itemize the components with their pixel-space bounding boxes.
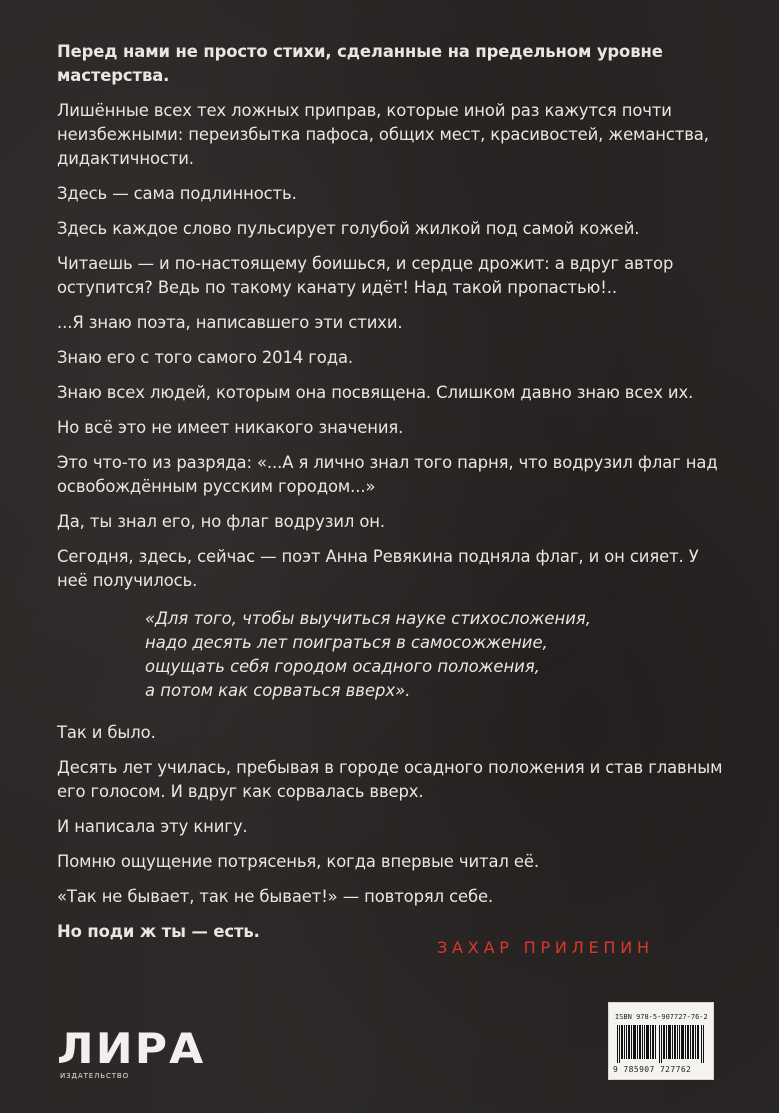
paragraph-17: «Так не бывает, так не бывает!» — повторял себе.: [57, 887, 494, 906]
paragraph-13: Так и было.: [57, 723, 156, 742]
quote-line-4: а потом как сорваться вверх».: [145, 681, 411, 700]
paragraph-15: И написала эту книгу.: [57, 817, 248, 836]
closing-paragraph: Но поди ж ты — есть.: [57, 922, 260, 941]
publisher-logo: [57, 1024, 206, 1086]
paragraph-7: Знаю его с того самого 2014 года.: [57, 348, 354, 367]
paragraph-14: Десять лет училась, пребывая в городе осадного положения и став главным его голосом. И вдруг как сорвалась вверх.: [57, 758, 723, 801]
quote-line-3: ощущать себя городом осадного положения,: [145, 657, 540, 676]
quote-line-2: надо десять лет поиграться в самосожжение,: [145, 633, 548, 652]
paragraph-2: Лишённые всех тех ложных приправ, которые иной раз кажутся почти неизбежными: переизбытка пафоса, общих мест, красивостей, жеманства, дидактичности.: [57, 101, 709, 168]
quote-line-1: «Для того, чтобы выучиться науке стихосложения,: [145, 609, 591, 628]
poem-quote: [145, 607, 725, 703]
lead-paragraph: Перед нами не просто стихи, сделанные на предельном уровне мастерства.: [57, 42, 663, 85]
publisher-subtitle: ИЗДАТЕЛЬСТВО: [60, 1072, 130, 1080]
paragraph-8: Знаю всех людей, которым она посвящена. Слишком давно знаю всех их.: [57, 383, 694, 402]
paragraph-16: Помню ощущение потрясенья, когда впервые читал её.: [57, 852, 539, 871]
paragraph-9: Но всё это не имеет никакого значения.: [57, 418, 404, 437]
isbn-text: ISBN 978-5-907727-76-2: [615, 1013, 708, 1021]
barcode-label: [608, 1002, 714, 1080]
paragraph-4: Здесь каждое слово пульсирует голубой жилкой под самой кожей.: [57, 219, 640, 238]
barcode-icon: [617, 1025, 705, 1063]
paragraph-6: ...Я знаю поэта, написавшего эти стихи.: [57, 313, 403, 332]
paragraph-5: Читаешь — и по-настоящему боишься, и сердце дрожит: а вдруг автор оступится? Ведь по такому канату идёт! Над такой пропастью!..: [57, 254, 674, 297]
paragraph-3: Здесь — сама подлинность.: [57, 184, 297, 203]
paragraph-10: Это что-то из разряда: «...А я лично знал того парня, что водрузил флаг над освобождённым русским городом...»: [57, 453, 718, 496]
publisher-logo-text: ЛИРА: [57, 1024, 206, 1073]
barcode-number: 9 785907 727762: [613, 1065, 692, 1074]
back-cover-text: [57, 40, 725, 955]
author-signature: ЗАХАР ПРИЛЕПИН: [437, 938, 654, 957]
paragraph-12: Сегодня, здесь, сейчас — поэт Анна Ревякина подняла флаг, и он сияет. У неё получилось.: [57, 547, 699, 590]
paragraph-11: Да, ты знал его, но флаг водрузил он.: [57, 512, 386, 531]
